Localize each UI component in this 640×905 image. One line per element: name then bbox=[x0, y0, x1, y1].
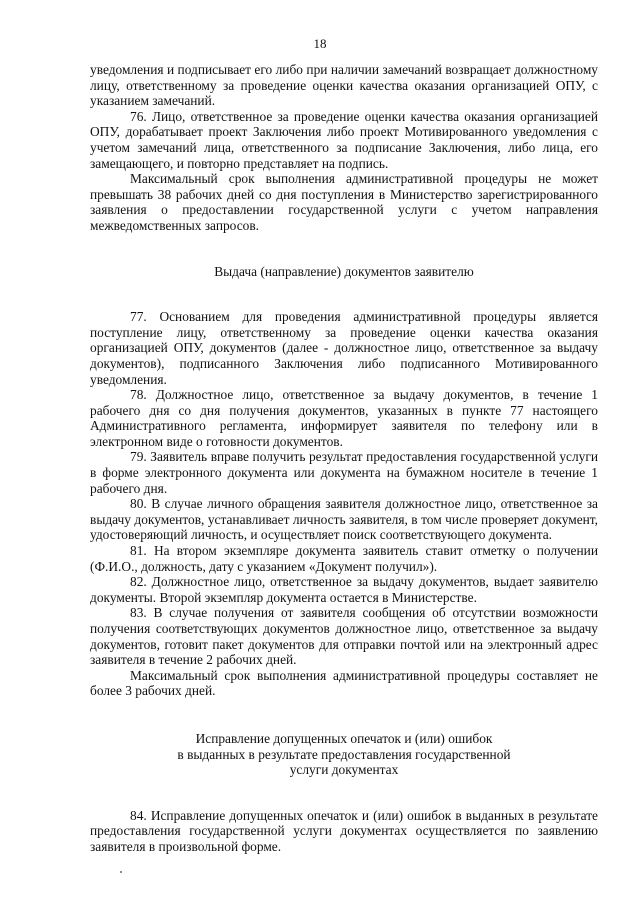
document-body bbox=[90, 62, 598, 855]
page-number: 18 bbox=[313, 36, 327, 51]
section-heading-delivery: Выдача (направление) документов заявителю bbox=[214, 263, 474, 279]
heading-line: в выданных в результате предоставления государственной bbox=[177, 746, 511, 762]
section-heading-corrections bbox=[90, 731, 598, 778]
heading-line: услуги документах bbox=[289, 762, 399, 778]
paragraph-78: 78. Должностное лицо, ответственное за выдачу документов, в течение 1 рабочего дня со дня получения документов, указанных в пункте 77 настоящего Административного регламента, информирует заявителя по телефону или в электронном виде о готовности документов. bbox=[90, 387, 598, 449]
paragraph-81: 81. На втором экземпляре документа заявитель ставит отметку о получении (Ф.И.О., должность, дату с указанием «Документ получил»). bbox=[90, 543, 598, 574]
paragraph-82: 82. Должностное лицо, ответственное за выдачу документов, выдает заявителю документы. Второй экземпляр документа остается в Министерстве. bbox=[90, 574, 598, 605]
paragraph-76: 76. Лицо, ответственное за проведение оценки качества оказания организацией ОПУ, дорабатывает проект Заключения либо проект Мотивированного уведомления с учетом замечаний лица, ответственного за подписание Заключения, либо лица, его замещающего, и повторно представляет на подпись. bbox=[90, 108, 598, 171]
paragraph-continuation: уведомления и подписывает его либо при наличии замечаний возвращает должностному лицу, ответственному за проведение оценки качества оказания организацией ОПУ, с указанием замечаний. bbox=[90, 62, 598, 109]
scan-speck bbox=[120, 871, 122, 873]
paragraph-83: 83. В случае получения от заявителя сообщения об отсутствии возможности получения соответствующих документов должностное лицо, ответственное за выдачу документов, готовит пакет документов для отправки почтой или на электронный адрес заявителя в течение 2 рабочих дней. bbox=[90, 605, 598, 668]
paragraph-80: 80. В случае личного обращения заявителя должностное лицо, ответственное за выдачу документов, устанавливает личность заявителя, в том числе проверяет документ, удостоверяющий личность, и осуществляет поиск соответствующего документа. bbox=[90, 496, 598, 543]
paragraph-77: 77. Основанием для проведения административной процедуры является поступление лицу, ответственному за проведение оценки качества оказания организацией ОПУ, документов (далее - должностное лицо, ответственное за выдачу документов), подписанного Заключения либо подписанного Мотивированного уведомления. bbox=[90, 309, 598, 387]
paragraph-max-term-1: Максимальный срок выполнения административной процедуры не может превышать 38 рабочих дней со дня поступления в Министерство зарегистрированного заявления о предоставлении государственной услуги с учетом направления межведомственных запросов. bbox=[90, 171, 598, 233]
paragraph-max-term-2: Максимальный срок выполнения административной процедуры составляет не более 3 рабочих дней. bbox=[90, 667, 598, 699]
paragraph-84: 84. Исправление допущенных опечаток и (или) ошибок в выданных в результате предоставления государственной услуги документах осуществляется по заявлению заявителя в произвольной форме. bbox=[90, 807, 598, 854]
paragraph-79: 79. Заявитель вправе получить результат предоставления государственной услуги в форме электронного документа или документа на бумажном носителе в течение 1 рабочего дня. bbox=[90, 449, 598, 496]
heading-line: Исправление допущенных опечаток и (или) ошибок bbox=[195, 730, 493, 746]
